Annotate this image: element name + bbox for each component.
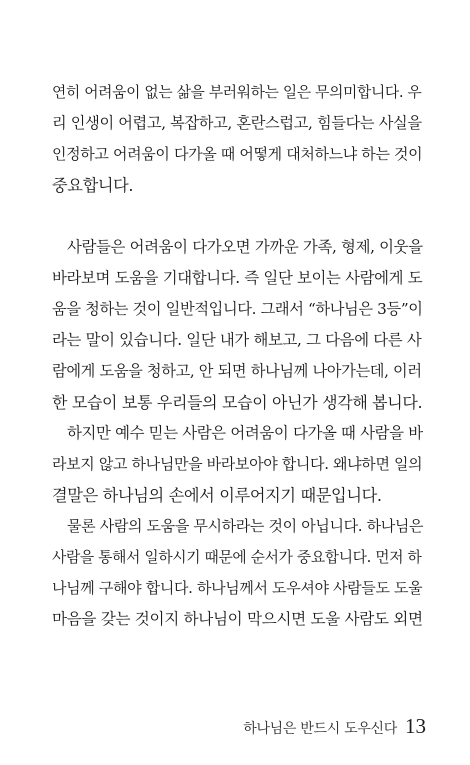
text-line: 물론 사람의 도움을 무시하라는 것이 아닙니다. 하나님은 (67, 517, 424, 535)
text-line: 라보지 않고 하나님만을 바라보아야 합니다. 왜냐하면 일의 (52, 455, 423, 473)
text-line: 결말은 하나님의 손에서 이루어지기 때문입니다. (52, 486, 382, 505)
text-line: 사람들은 어려움이 다가오면 가까운 가족, 형제, 이웃을 (67, 238, 423, 256)
body-text (52, 77, 424, 635)
text-line: 바라보며 도움을 기대합니다. 즉 일단 보이는 사람에게 도 (52, 269, 423, 287)
text-line: 라는 말이 있습니다. 일단 내가 해보고, 그 다음에 다른 사 (52, 331, 422, 349)
text-line: 움을 청하는 것이 일반적입니다. 그래서 “하나님은 3등”이 (52, 300, 423, 318)
running-title: 하나님은 반드시 도우신다 (243, 721, 397, 737)
text-line: 리 인생이 어렵고, 복잡하고, 혼란스럽고, 힘들다는 사실을 (52, 114, 422, 132)
text-line: 사람을 통해서 일하시기 때문에 순서가 중요합니다. 먼저 하 (52, 549, 422, 566)
page-number: 13 (405, 714, 426, 738)
text-line: 마음을 갖는 것이지 하나님이 막으시면 도울 사람도 외면 (52, 610, 423, 628)
text-line: 한 모습이 보통 우리들의 모습이 아닌가 생각해 봅니다. (52, 393, 423, 412)
text-line: 중요합니다. (52, 176, 134, 195)
text-line: 하지만 예수 믿는 사람은 어려움이 다가올 때 사람을 바 (67, 424, 423, 442)
paragraph-gap (52, 201, 424, 232)
text-line: 람에게 도움을 청하고, 안 되면 하나님께 나아가는데, 이러 (52, 362, 422, 380)
text-line: 인정하고 어려움이 다가올 때 어떻게 대처하느냐 하는 것이 (52, 145, 423, 163)
text-line: 연히 어려움이 없는 삶을 부러워하는 일은 무의미합니다. 우 (52, 84, 422, 101)
text-line: 나님께 구해야 합니다. 하나님께서 도우셔야 사람들도 도울 (52, 579, 423, 597)
page-footer (243, 714, 426, 740)
